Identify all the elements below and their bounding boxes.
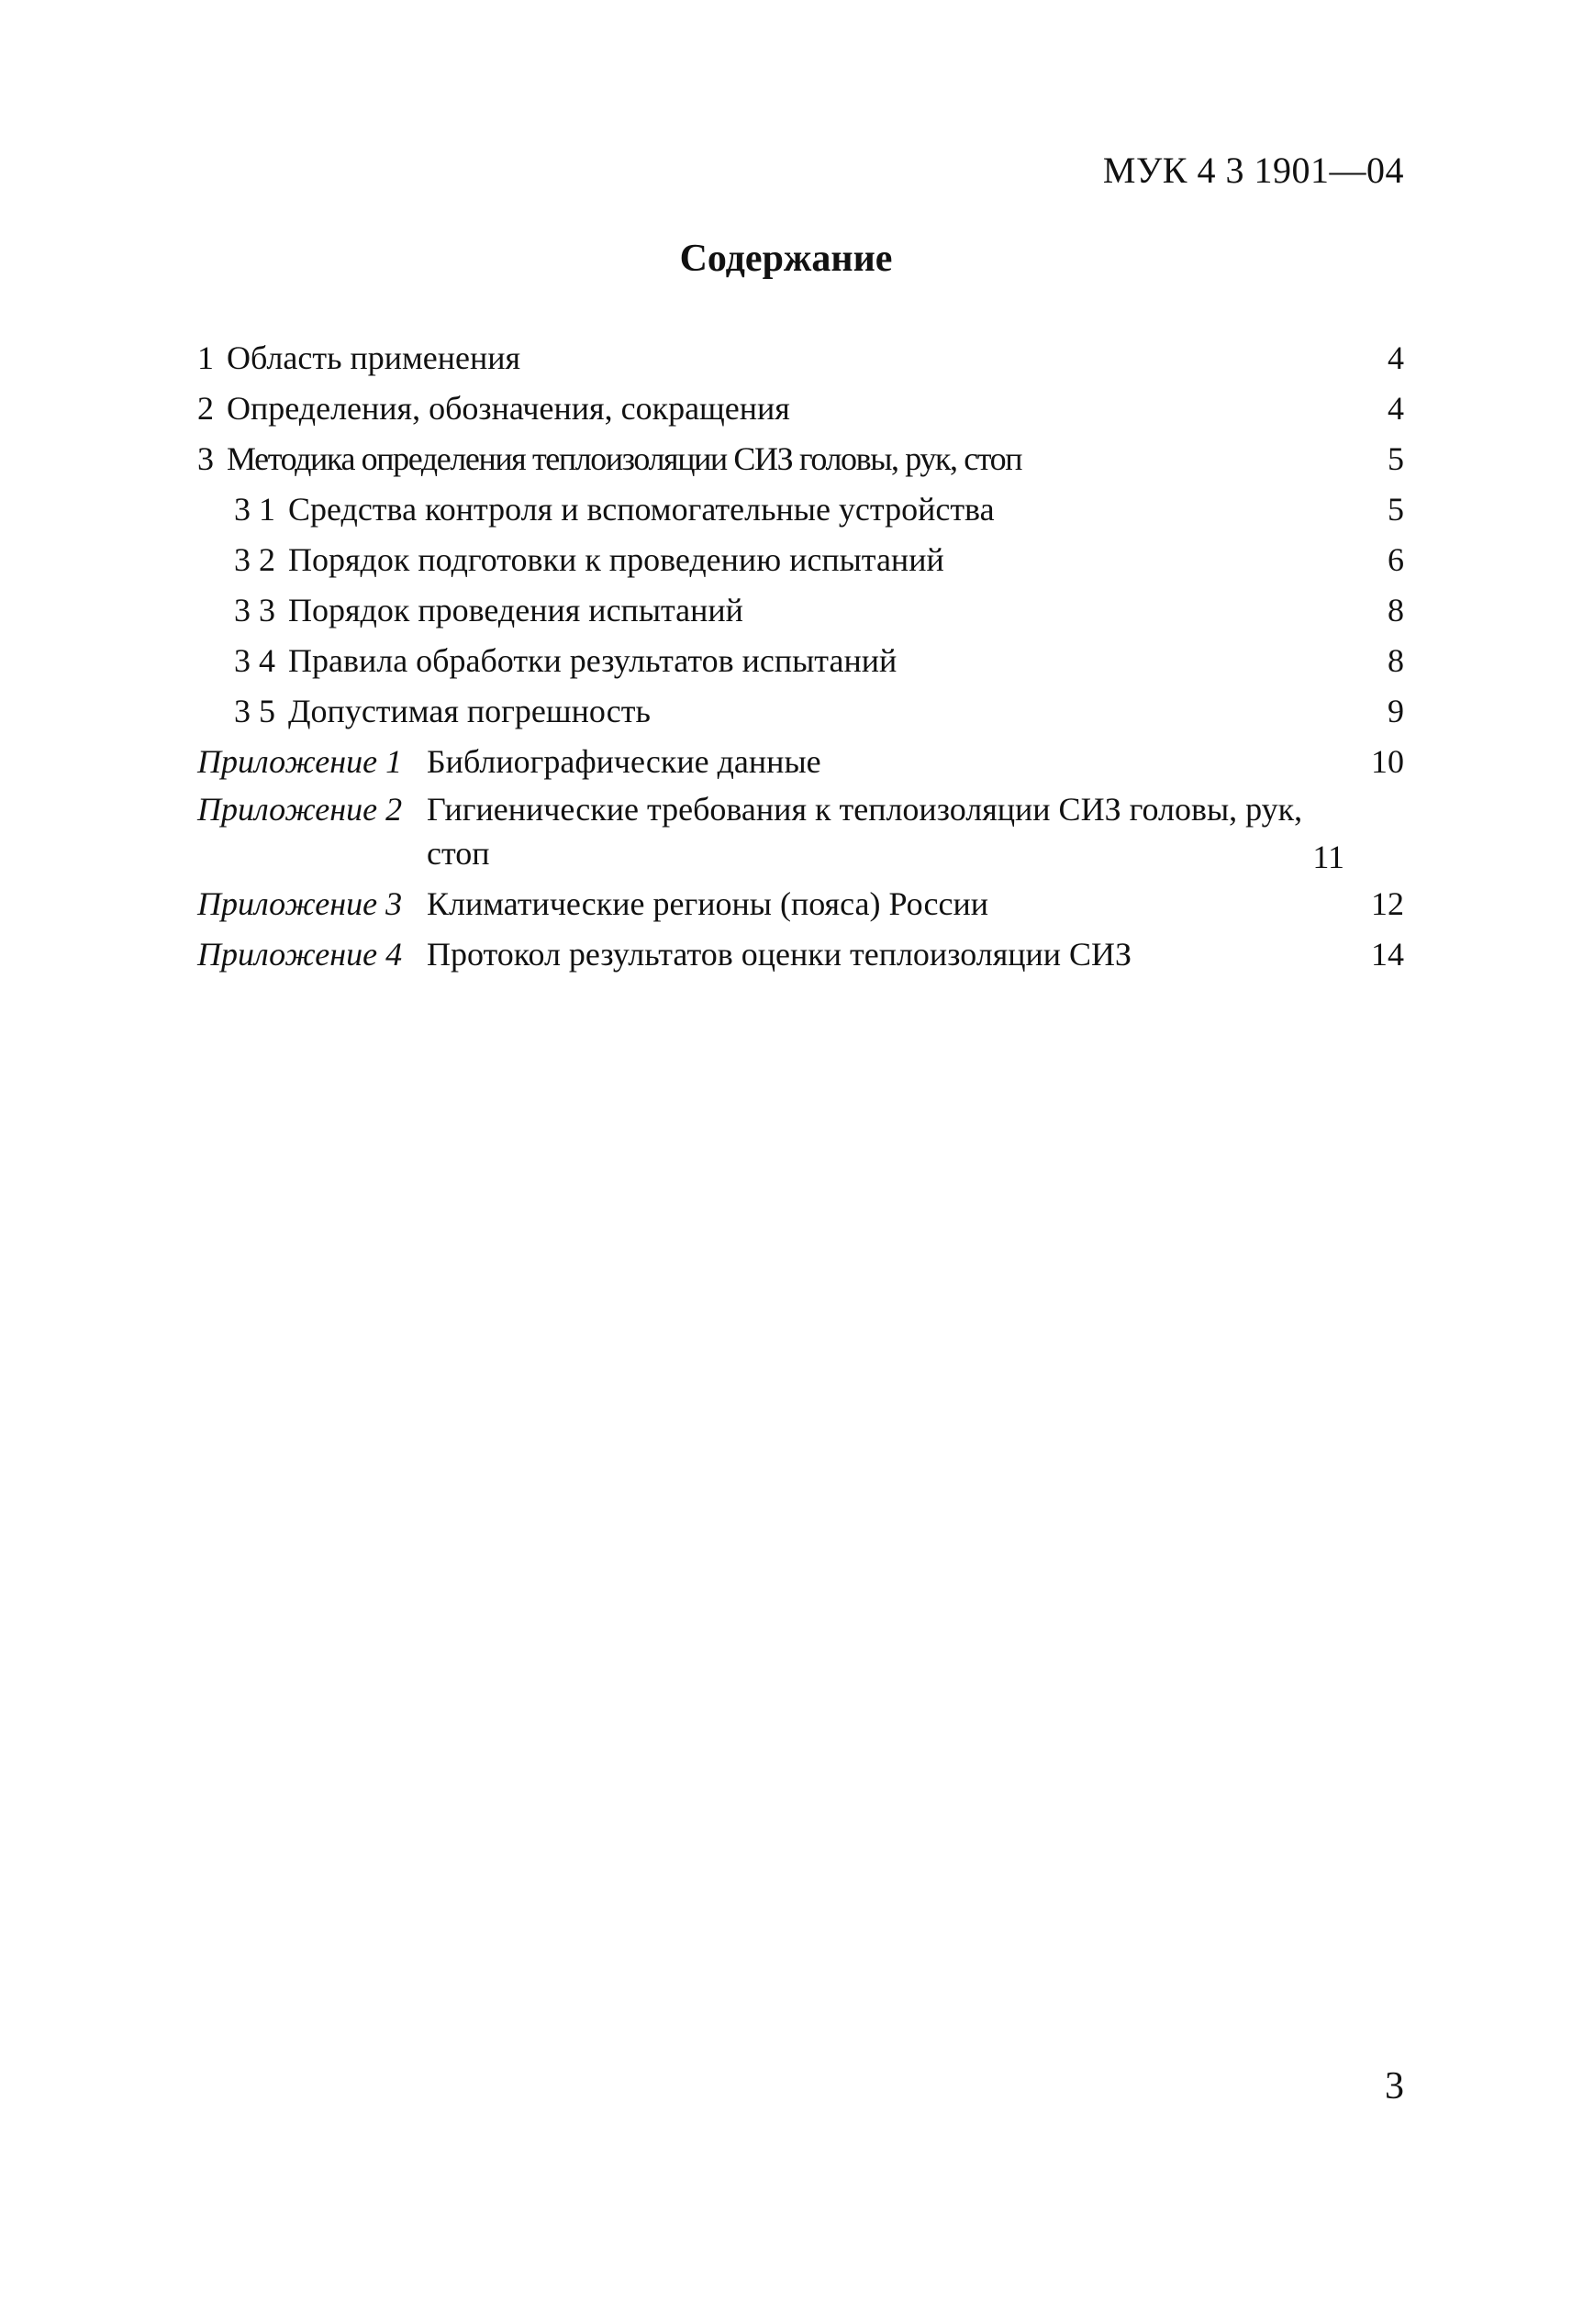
toc-title: Содержание bbox=[679, 238, 893, 280]
appendix-text: Протокол результатов оценки теплоизоляции СИЗ bbox=[427, 936, 1132, 973]
toc-item-number: 2 bbox=[197, 390, 214, 427]
toc-appendix-4[interactable] bbox=[197, 929, 1404, 980]
appendix-text: Климатические регионы (пояса) России bbox=[427, 885, 988, 922]
toc-item-3-1[interactable] bbox=[197, 484, 1404, 535]
appendix-page: 10 bbox=[1371, 743, 1404, 780]
toc-item-number: 3 5 bbox=[234, 693, 275, 729]
toc-item-number: 3 3 bbox=[234, 592, 275, 628]
page-number: 3 bbox=[1385, 2065, 1404, 2107]
toc-item-3-5[interactable] bbox=[197, 686, 1404, 737]
toc-item-text: Порядок проведения испытаний bbox=[288, 592, 743, 628]
toc-appendix-3[interactable] bbox=[197, 879, 1404, 929]
toc-item-number: 1 bbox=[197, 339, 214, 376]
toc-appendix-1[interactable] bbox=[197, 737, 1404, 787]
appendix-page: 14 bbox=[1371, 936, 1404, 973]
toc-item-text: Средства контроля и вспомогательные устройства bbox=[288, 491, 995, 528]
toc-item-number: 3 4 bbox=[234, 642, 275, 679]
toc-item-3-4[interactable] bbox=[197, 636, 1404, 686]
toc-item-number: 3 bbox=[197, 440, 214, 477]
toc-item-page: 6 bbox=[1388, 541, 1404, 578]
toc-item-page: 4 bbox=[1388, 390, 1404, 427]
toc-item-text: Правила обработки результатов испытаний bbox=[288, 642, 897, 679]
table-of-contents bbox=[197, 333, 1404, 980]
toc-item-text: Порядок подготовки к проведению испытаний bbox=[288, 541, 944, 578]
toc-item-page: 5 bbox=[1388, 440, 1404, 477]
toc-item-page: 5 bbox=[1388, 491, 1404, 528]
appendix-label: Приложение 2 bbox=[197, 791, 403, 828]
toc-item-3-2[interactable] bbox=[197, 535, 1404, 585]
appendix-text: Гигиенические требования к теплоизоляции СИЗ головы, рук, стоп bbox=[427, 791, 1303, 872]
toc-item-text: Методика определения теплоизоляции СИЗ головы, рук, стоп bbox=[227, 440, 1022, 477]
toc-item-number: 3 1 bbox=[234, 491, 275, 528]
toc-item-page: 8 bbox=[1388, 592, 1404, 628]
toc-item-number: 3 2 bbox=[234, 541, 275, 578]
toc-item-page: 4 bbox=[1388, 339, 1404, 376]
toc-item-page: 8 bbox=[1388, 642, 1404, 679]
toc-item-text: Допустимая погрешность bbox=[288, 693, 651, 729]
toc-item-text: Область применения bbox=[227, 339, 521, 376]
toc-item-2[interactable] bbox=[197, 384, 1404, 434]
appendix-label: Приложение 4 bbox=[197, 936, 403, 973]
toc-item-text: Определения, обозначения, сокращения bbox=[227, 390, 790, 427]
toc-item-1[interactable] bbox=[197, 333, 1404, 384]
appendix-label: Приложение 3 bbox=[197, 885, 403, 922]
toc-item-3-3[interactable] bbox=[197, 585, 1404, 636]
appendix-page: 11 bbox=[1312, 839, 1344, 875]
toc-appendix-2[interactable] bbox=[197, 787, 1404, 879]
appendix-text: Библиографические данные bbox=[427, 743, 821, 780]
appendix-page: 12 bbox=[1371, 885, 1404, 922]
toc-item-page: 9 bbox=[1388, 693, 1404, 729]
toc-item-3[interactable] bbox=[197, 434, 1404, 484]
appendix-label: Приложение 1 bbox=[197, 743, 403, 780]
document-code: МУК 4 3 1901—04 bbox=[1102, 150, 1404, 191]
